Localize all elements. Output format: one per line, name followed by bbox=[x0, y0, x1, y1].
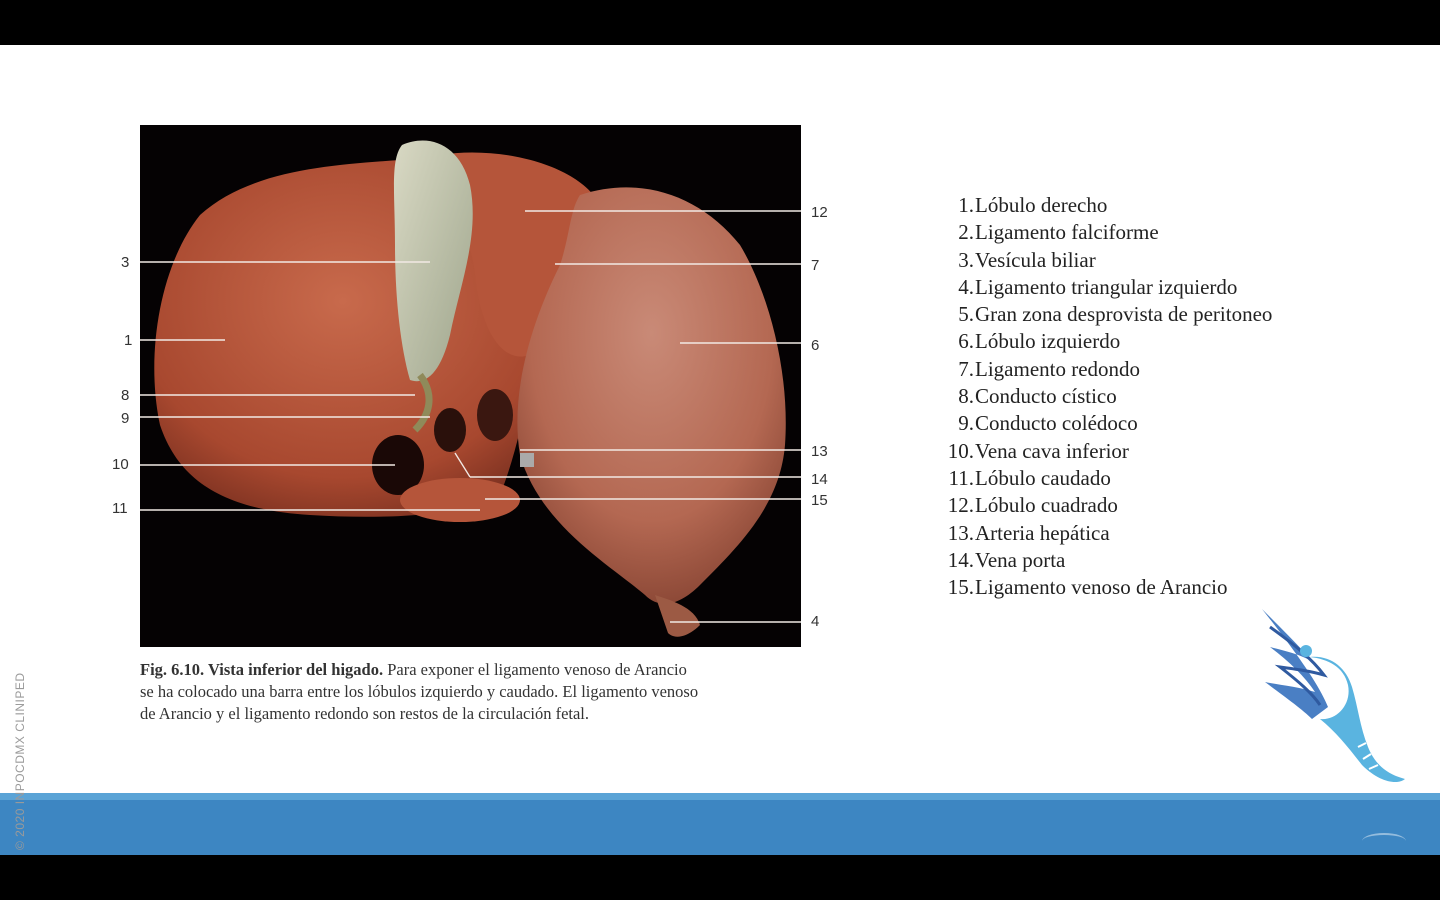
footer-accent-line bbox=[0, 793, 1440, 800]
legend-item bbox=[928, 438, 1272, 465]
figure-caption bbox=[140, 659, 830, 725]
caption-line-2: se ha colocado una barra entre los lóbulos izquierdo y caudado. El ligamento venoso bbox=[140, 682, 699, 701]
letterbox-bottom bbox=[0, 855, 1440, 900]
callout-14: 14 bbox=[811, 471, 828, 488]
legend-text: Lóbulo izquierdo bbox=[975, 329, 1121, 354]
legend-number: 8. bbox=[958, 384, 974, 409]
letterbox-top bbox=[0, 0, 1440, 45]
callout-3: 3 bbox=[121, 254, 130, 271]
legend-text: Conducto colédoco bbox=[975, 411, 1138, 436]
legend-item bbox=[928, 492, 1272, 519]
legend-number: 6. bbox=[958, 329, 974, 354]
legend-text: Arteria hepática bbox=[975, 520, 1110, 545]
legend-number: 1. bbox=[958, 193, 974, 217]
legend-item bbox=[928, 192, 1272, 219]
legend-item bbox=[928, 356, 1272, 383]
legend-text: Lóbulo caudado bbox=[975, 465, 1111, 490]
legend-item bbox=[928, 383, 1272, 410]
legend-item bbox=[928, 328, 1272, 355]
legend-number: 7. bbox=[958, 356, 974, 381]
legend-item bbox=[928, 247, 1272, 274]
slide bbox=[0, 45, 1440, 855]
callout-15: 15 bbox=[811, 492, 828, 509]
copyright-text: © 2020 INPOCDMX CLINIPED bbox=[13, 672, 27, 850]
callout-10: 10 bbox=[112, 456, 129, 473]
callout-7: 7 bbox=[811, 257, 820, 274]
legend-item bbox=[928, 465, 1272, 492]
legend-number: 15. bbox=[947, 575, 974, 600]
legend-text: Vesícula biliar bbox=[975, 247, 1096, 272]
caption-line-3: de Arancio y el ligamento redondo son restos de la circulación fetal. bbox=[140, 704, 590, 723]
legend-text: Ligamento triangular izquierdo bbox=[975, 274, 1238, 299]
legend-number: 13. bbox=[947, 520, 974, 545]
legend-text: Ligamento falciforme bbox=[975, 220, 1159, 245]
caption-line-1: Para exponer el ligamento venoso de Arancio bbox=[387, 660, 687, 679]
legend-text: Lóbulo cuadrado bbox=[975, 493, 1118, 518]
callout-12: 12 bbox=[811, 204, 828, 221]
liver-photo bbox=[140, 125, 801, 647]
callout-13: 13 bbox=[811, 443, 828, 460]
legend-text: Lóbulo derecho bbox=[975, 193, 1108, 217]
winged-foot-logo-icon bbox=[1240, 597, 1410, 797]
callout-9: 9 bbox=[121, 410, 130, 427]
footer-band bbox=[0, 793, 1440, 855]
footer-arc-icon bbox=[1362, 833, 1406, 849]
legend-text: Vena cava inferior bbox=[975, 438, 1129, 463]
legend-item bbox=[928, 301, 1272, 328]
callout-4: 4 bbox=[811, 613, 820, 630]
callout-11: 11 bbox=[112, 500, 128, 517]
legend-text: Ligamento venoso de Arancio bbox=[975, 575, 1228, 600]
legend-list bbox=[928, 192, 1272, 601]
legend-number: 9. bbox=[958, 411, 974, 436]
legend-number: 5. bbox=[958, 302, 974, 327]
legend-text: Gran zona desprovista de peritoneo bbox=[975, 302, 1273, 327]
legend-number: 10. bbox=[947, 438, 974, 463]
legend-item bbox=[928, 547, 1272, 574]
caption-title: Fig. 6.10. Vista inferior del higado. bbox=[140, 660, 384, 679]
legend-number: 11. bbox=[948, 465, 974, 490]
legend-item bbox=[928, 274, 1272, 301]
legend-text: Conducto cístico bbox=[975, 384, 1117, 409]
legend-number: 2. bbox=[958, 220, 974, 245]
legend-number: 14. bbox=[947, 547, 974, 572]
legend-item bbox=[928, 574, 1272, 601]
callout-8: 8 bbox=[121, 387, 130, 404]
legend-item bbox=[928, 219, 1272, 246]
legend-number: 4. bbox=[958, 274, 974, 299]
legend-text: Vena porta bbox=[975, 547, 1066, 572]
callout-6: 6 bbox=[811, 337, 820, 354]
legend-number: 3. bbox=[958, 247, 974, 272]
legend-text: Ligamento redondo bbox=[975, 356, 1141, 381]
legend-item bbox=[928, 520, 1272, 547]
legend-number: 12. bbox=[947, 493, 974, 518]
legend-item bbox=[928, 410, 1272, 437]
callout-1: 1 bbox=[124, 332, 133, 349]
